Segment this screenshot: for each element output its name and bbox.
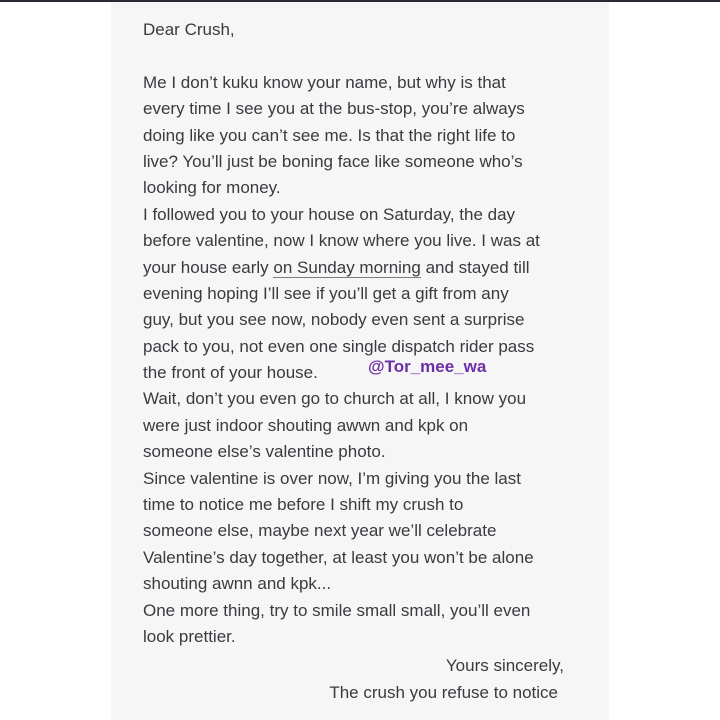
watermark-handle: @Tor_mee_wa	[368, 357, 487, 376]
closing-salutation: Yours sincerely,	[445, 656, 564, 675]
letter-line: every time I see you at the bus-stop, you’re always	[143, 99, 525, 119]
letter-line: someone else’s valentine photo.	[143, 442, 386, 462]
letter-line: I followed you to your house on Saturday, the day	[143, 204, 516, 224]
letter-body	[143, 17, 603, 650]
letter-line: live? You’ll just be boning face like someone who’s	[143, 151, 523, 171]
letter-line: shouting awnn and kpk...	[143, 574, 332, 594]
letter-line: Since valentine is over now, I’m giving you the last	[143, 468, 521, 488]
letter-text: your house early	[143, 257, 274, 277]
letter-line: someone else, maybe next year we’ll celebrate	[143, 521, 497, 541]
letter-line: evening hoping I’ll see if you’ll get a gift from any	[143, 283, 509, 303]
letter-line: doing like you can’t see me. Is that the right life to	[143, 125, 516, 145]
letter-line: Wait, don’t you even go to church at all, I know you	[143, 389, 527, 409]
letter-line: looking for money.	[143, 178, 281, 198]
letter-line: before valentine, now I know where you live. I was at	[143, 231, 540, 251]
letter-line: time to notice me before I shift my crush to	[143, 495, 464, 515]
underlined-phrase: on Sunday morning	[273, 257, 421, 277]
blank-line	[143, 43, 603, 69]
greeting: Dear Crush,	[143, 20, 235, 39]
letter-line: look prettier.	[143, 626, 236, 646]
letter-line: Valentine’s day together, at least you won’t be alone	[143, 547, 534, 567]
letter-line: guy, but you see now, nobody even sent a surprise	[143, 310, 525, 330]
signature: The crush you refuse to notice	[329, 683, 558, 702]
letter-line: pack to you, not even one single dispatch rider pass	[143, 336, 535, 356]
letter-line: the front of your house.	[143, 363, 318, 383]
letter-line: were just indoor shouting awwn and kpk on	[143, 415, 469, 435]
letter-line-sunday	[143, 255, 603, 281]
letter-line: Me I don’t kuku know your name, but why is that	[143, 72, 506, 92]
letter-text: and stayed till	[420, 257, 530, 277]
letter-line: One more thing, try to smile small small, you’ll even	[143, 600, 531, 620]
